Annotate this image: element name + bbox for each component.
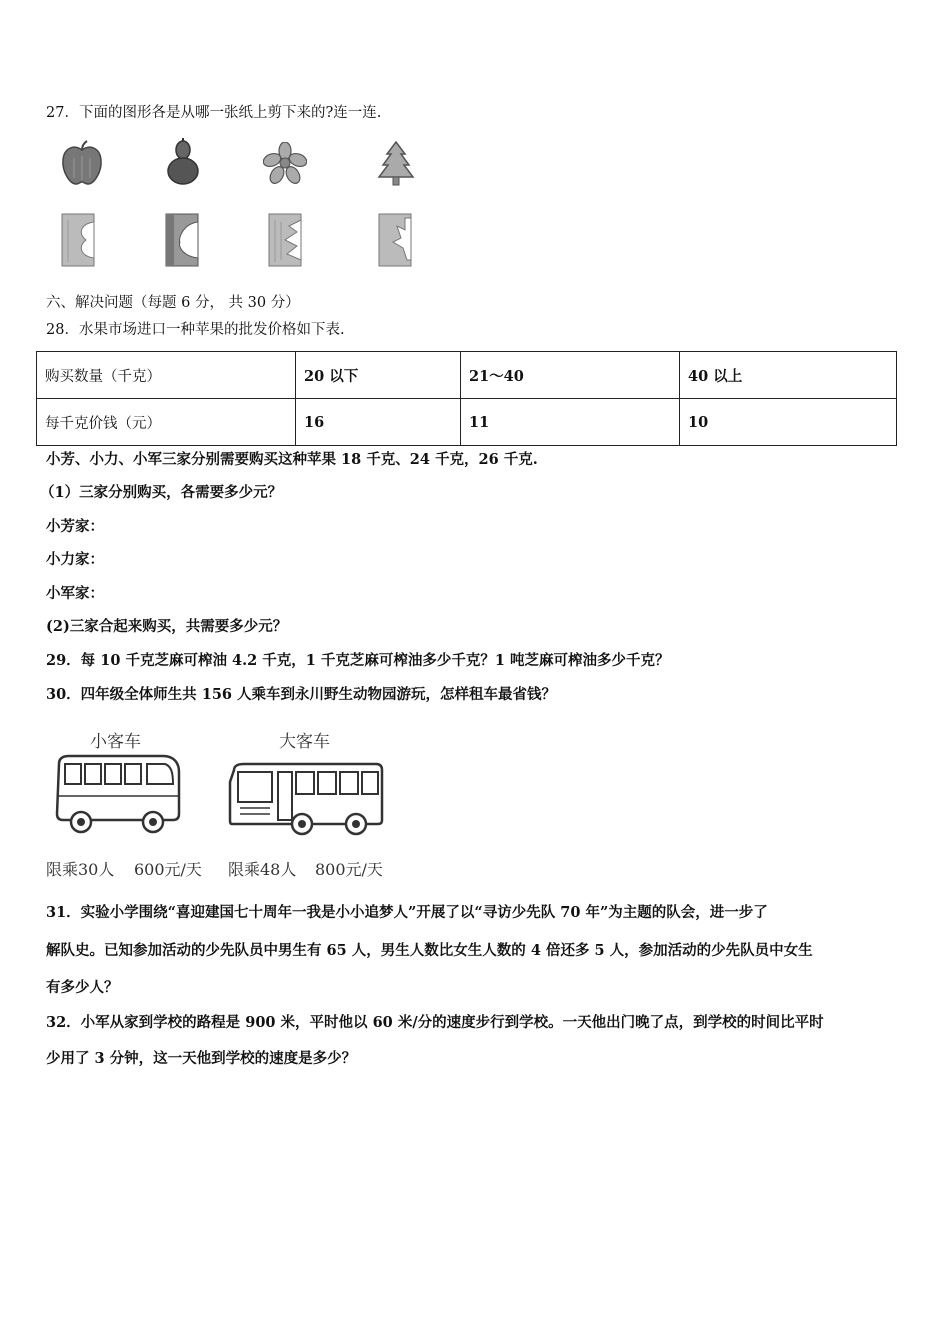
folded-paper-4 (377, 212, 413, 268)
q28-sub1: （1）三家分别购买，各需要多少元？ (40, 484, 283, 501)
small-bus-price: 600元/天 (134, 860, 202, 879)
answer-xiaoli: 小力家： (46, 551, 104, 568)
table-cell: 20 以下 (296, 352, 461, 399)
price-table (36, 351, 897, 446)
q31-line3: 有多少人？ (46, 979, 119, 996)
q28-sub2: (2)三家合起来购买，共需要多少元？ (46, 618, 288, 635)
table-cell: 每千克价钱（元） (37, 399, 296, 446)
table-cell: 10 (680, 399, 897, 446)
large-bus-icon (226, 762, 384, 836)
q28-desc: 小芳、小力、小军三家分别需要购买这种苹果 18 千克、24 千克，26 千克. (46, 451, 538, 468)
q31-line1: 31．实验小学围绕“喜迎建国七十周年一我是小小追梦人”开展了以“寻访少先队 70 年”为主题的队会，进一步了 (46, 904, 768, 921)
small-bus-limit: 限乘30人 (46, 860, 115, 879)
apple-icon (60, 140, 104, 186)
small-bus-title: 小客车 (90, 732, 141, 752)
q30-text: 30．四年级全体师生共 156 人乘车到永川野生动物园游玩，怎样租车最省钱？ (46, 686, 557, 703)
table-row (37, 352, 897, 399)
large-bus-price: 800元/天 (315, 860, 383, 879)
small-bus-icon (53, 752, 183, 836)
section-heading: 六、解决问题（每题 6 分， 共 30 分） (46, 295, 300, 311)
q32-line2: 少用了 3 分钟，这一天他到学校的速度是多少？ (46, 1050, 357, 1067)
table-cell: 40 以上 (680, 352, 897, 399)
table-cell: 21～40 (461, 352, 680, 399)
table-cell: 16 (296, 399, 461, 446)
q27-text: 27．下面的图形各是从哪一张纸上剪下来的?连一连. (46, 105, 382, 121)
table-row (37, 399, 897, 446)
folded-paper-2 (164, 212, 200, 268)
large-bus-title: 大客车 (279, 732, 330, 752)
table-cell: 购买数量（千克） (37, 352, 296, 399)
table-cell: 11 (461, 399, 680, 446)
flower-icon (263, 142, 307, 184)
q32-line1: 32．小军从家到学校的路程是 900 米，平时他以 60 米/分的速度步行到学校。一天他出门晚了点，到学校的时间比平时 (46, 1014, 824, 1031)
large-bus-limit: 限乘48人 (228, 860, 297, 879)
folded-paper-3 (267, 212, 303, 268)
gourd-icon (165, 138, 201, 186)
answer-xiaojun: 小军家： (46, 585, 104, 602)
q31-line2: 解队史。已知参加活动的少先队员中男生有 65 人，男生人数比女生人数的 4 倍还多 5 人，参加活动的少先队员中女生 (46, 942, 813, 959)
q28-text: 28．水果市场进口一种苹果的批发价格如下表. (46, 322, 345, 338)
q29-text: 29．每 10 千克芝麻可榨油 4.2 千克，1 千克芝麻可榨油多少千克？1 吨芝麻可榨油多少千克？ (46, 652, 670, 669)
answer-xiaofang: 小芳家： (46, 518, 104, 535)
folded-paper-1 (60, 212, 96, 268)
tree-icon (376, 140, 416, 186)
